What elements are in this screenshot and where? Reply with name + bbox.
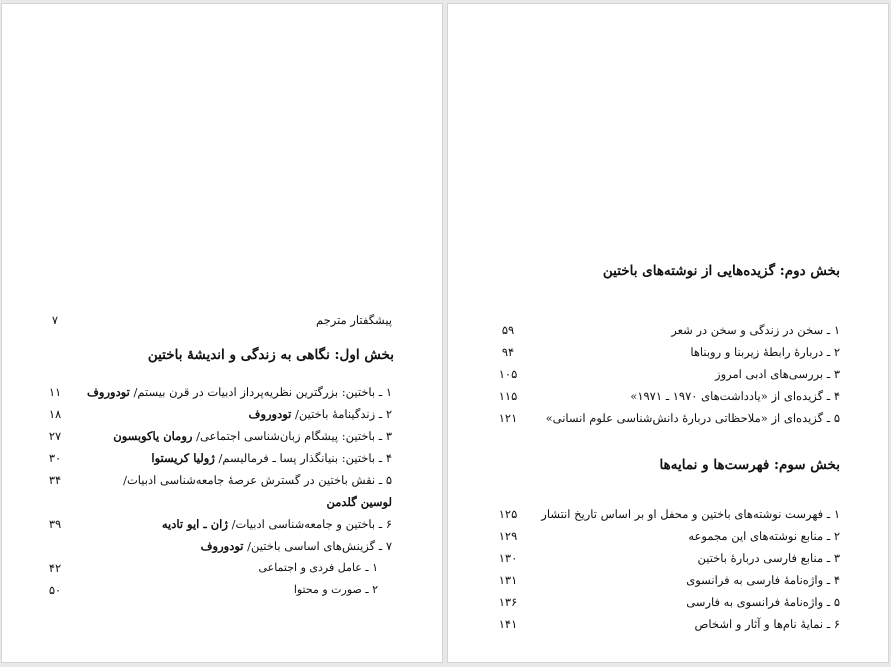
- toc-entry-page: ۱۲۹: [498, 529, 518, 543]
- toc-entry-author: رومان یاکوبسون: [113, 429, 193, 443]
- toc-entry: [448, 613, 888, 635]
- toc-entry: [2, 403, 442, 425]
- toc-entry: [448, 591, 888, 613]
- right-page: [447, 3, 889, 663]
- toc-entry-text: ۳ ـ باختین: پیشگام زبان‌شناسی اجتماعی/: [196, 429, 392, 443]
- toc-entry-author: تودوروف: [86, 385, 130, 399]
- toc-entry: [448, 363, 888, 385]
- toc-right: [448, 261, 888, 635]
- toc-entry-page: ۵۰: [48, 583, 62, 597]
- toc-entry-text: ۵ ـ واژه‌نامهٔ فرانسوی به فارسی: [686, 595, 840, 609]
- toc-entry-author: تودوروف: [200, 539, 244, 553]
- toc-entry-page: ۷: [51, 313, 59, 327]
- toc-entry-text: ۲ ـ صورت و محتوا: [293, 583, 378, 596]
- toc-entry-text: ۲ ـ زندگینامهٔ باختین/: [295, 407, 392, 421]
- toc-entry-preface: [2, 309, 442, 331]
- toc-entry-page: ۱۳۱: [498, 573, 518, 587]
- toc-entry-text: ۶ ـ نمایهٔ نام‌ها و آثار و اشخاص: [694, 617, 840, 631]
- toc-entry-page: ۱۲۱: [498, 411, 518, 425]
- toc-entry-text: ۱ ـ عامل فردی و اجتماعی: [258, 561, 378, 574]
- toc-entry: [2, 535, 442, 557]
- section-1-title: بخش اول: نگاهی به زندگی و اندیشهٔ باختین: [147, 347, 394, 363]
- toc-entry-text: ۵ ـ گزیده‌ای از «ملاحظاتی دربارهٔ دانش‌شناسی علوم انسانی»: [545, 411, 840, 425]
- toc-left: [2, 309, 442, 601]
- toc-entry-text: ۵ ـ نقش باختین در گسترش عرصهٔ جامعه‌شناسی ادبیات/: [123, 473, 392, 487]
- toc-entry-text: ۶ ـ باختین و جامعه‌شناسی ادبیات/: [231, 517, 392, 531]
- toc-entry-text: ۷ ـ گزینش‌های اساسی باختین/: [247, 539, 392, 553]
- toc-entry: [2, 425, 442, 447]
- toc-entry: [448, 407, 888, 429]
- toc-entry-author: ژان ـ ایو تادیه: [161, 517, 228, 531]
- toc-entry-page: ۱۸: [48, 407, 62, 421]
- toc-entry-author: ژولیا کریستوا: [151, 451, 215, 465]
- toc-entry: [2, 491, 442, 513]
- toc-entry-text: ۳ ـ منابع فارسی دربارهٔ باختین: [697, 551, 840, 565]
- toc-entry-text: ۴ ـ باختین: بنیانگذار پسا ـ فرمالیسم/: [218, 451, 392, 465]
- toc-entry-page: ۲۷: [48, 429, 62, 443]
- toc-entry-page: ۱۱: [48, 385, 62, 399]
- toc-entry-author: لوسین گلدمن: [326, 495, 392, 509]
- toc-entry-text: پیشگفتار مترجم: [315, 313, 392, 327]
- toc-entry-page: ۳۴: [48, 473, 62, 487]
- toc-entry-text: ۱ ـ سخن در زندگی و سخن در شعر: [671, 323, 840, 337]
- toc-entry: [448, 525, 888, 547]
- toc-entry-text: ۱ ـ باختین: بزرگترین نظریه‌پرداز ادبیات در قرن بیستم/: [133, 385, 392, 399]
- toc-subentry: [2, 557, 442, 579]
- toc-entry: [448, 503, 888, 525]
- toc-entry: [2, 447, 442, 469]
- toc-entry: [448, 569, 888, 591]
- toc-entry-author: تودوروف: [248, 407, 292, 421]
- toc-entry: [448, 319, 888, 341]
- toc-entry-page: ۱۳۶: [498, 595, 518, 609]
- toc-entry: [2, 513, 442, 535]
- toc-entry: [448, 385, 888, 407]
- toc-entry-page: ۳۰: [48, 451, 62, 465]
- toc-entry-text: ۲ ـ دربارهٔ رابطهٔ زیربنا و روبناها: [690, 345, 840, 359]
- toc-entry-page: ۱۴۱: [498, 617, 518, 631]
- section-2-title: بخش دوم: گزیده‌هایی از نوشته‌های باختین: [602, 263, 840, 279]
- toc-entry-text: ۲ ـ منابع نوشته‌های این مجموعه: [688, 529, 840, 543]
- toc-entry-text: ۱ ـ فهرست نوشته‌های باختین و محفل او بر اساس تاریخ انتشار: [541, 507, 840, 521]
- toc-entry-page: ۱۱۵: [498, 389, 518, 403]
- toc-entry-page: ۱۰۵: [498, 367, 518, 381]
- toc-entry: [2, 381, 442, 403]
- toc-entry-page: ۱۳۰: [498, 551, 518, 565]
- toc-entry: [448, 547, 888, 569]
- toc-entry-page: ۳۹: [48, 517, 62, 531]
- toc-entry-page: ۹۴: [501, 345, 515, 359]
- toc-entry: [2, 469, 442, 491]
- left-page: [1, 3, 443, 663]
- toc-subentry: [2, 579, 442, 601]
- toc-entry-page: ۵۹: [501, 323, 515, 337]
- section-3-title: بخش سوم: فهرست‌ها و نمایه‌ها: [659, 457, 840, 473]
- toc-entry-text: ۳ ـ بررسی‌های ادبی امروز: [715, 367, 840, 381]
- toc-entry-text: ۴ ـ واژه‌نامهٔ فارسی به فرانسوی: [686, 573, 840, 587]
- toc-entry-text: ۴ ـ گزیده‌ای از «یادداشت‌های ۱۹۷۰ ـ ۱۹۷۱»: [630, 389, 840, 403]
- toc-entry-page: ۴۲: [48, 561, 62, 575]
- toc-entry-page: ۱۲۵: [498, 507, 518, 521]
- toc-entry: [448, 341, 888, 363]
